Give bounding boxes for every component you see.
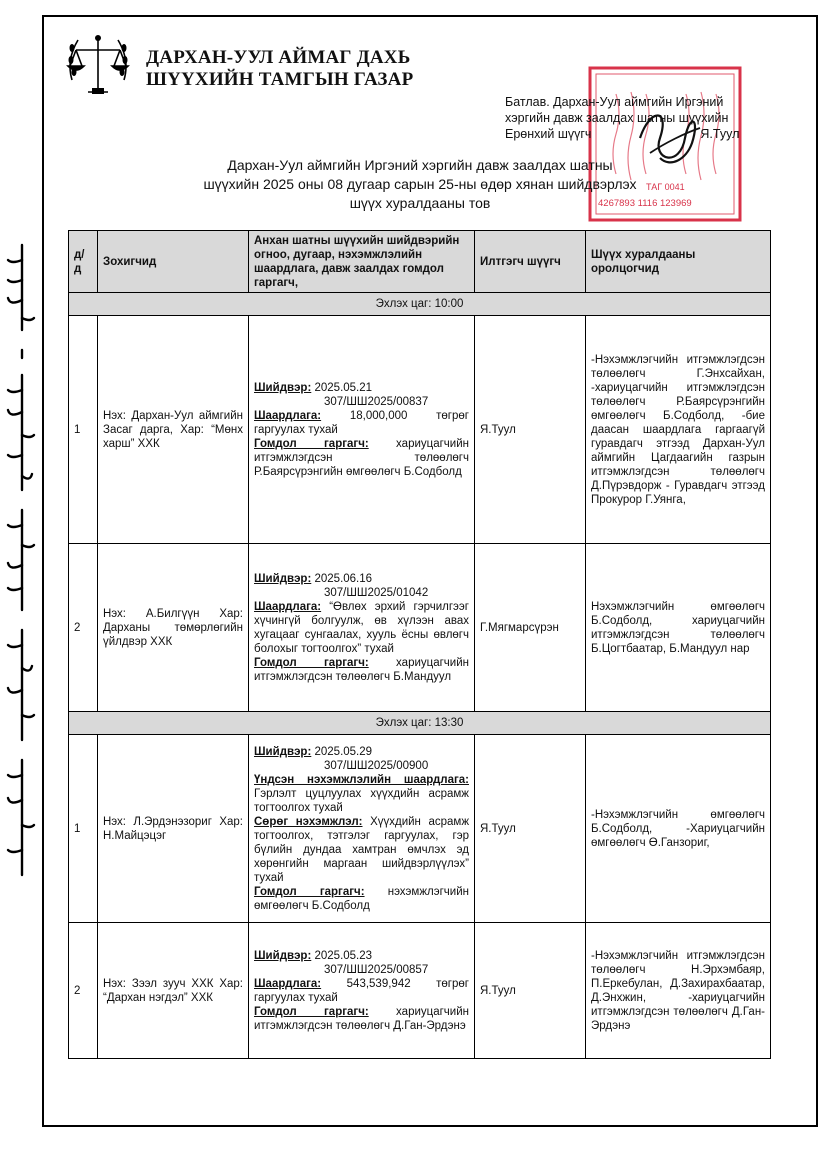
claim-label: Шаардлага: [254, 409, 322, 422]
decision-date: 2025.06.16 [314, 572, 373, 585]
appeal-label: Гомдол гаргагч: [254, 437, 369, 450]
header-parties: Зохигчид [98, 231, 249, 293]
decision-label: Шийдвэр: [254, 949, 312, 962]
title-line1: Дархан-Уул аймгийн Иргэний хэргийн давж заалдах шатны [227, 157, 613, 173]
row-participants: Нэхэмжлэгчийн өмгөөлөгч Б.Содболд, хариуцагчийн итгэмжлэгдсэн төлөөлөгч Б.Цогтбаатар, Б.Мандуул нар [586, 544, 771, 712]
appeal-text: нэхэмжлэгчийн өмгөөлөгч Б.Содболд [254, 885, 469, 912]
decision-date: 2025.05.23 [314, 949, 373, 962]
session-start-time: Эхлэх цаг: 13:30 [69, 712, 771, 735]
row-participants: -Нэхэмжлэгчийн итгэмжлэгдсэн төлөөлөгч Н.Эрхэмбаяр, П.Еркебулан, Д.Захирахбаатар, Д.Энхжин, -хариуцагчийн итгэмжлэгдсэн төлөөлөгч Д.Ган-Эрдэнэ [586, 923, 771, 1059]
decision-number: 307/ШШ2025/00857 [324, 963, 429, 976]
decision-label: Шийдвэр: [254, 572, 312, 585]
row-number: 1 [69, 316, 98, 544]
row-case-details [249, 544, 475, 712]
appeal-text: хариуцагчийн итгэмжлэгдсэн төлөөлөгч Д.Ган-Эрдэнэ [254, 1005, 469, 1032]
table-row [69, 316, 771, 544]
schedule-table [68, 230, 771, 1059]
row-number: 2 [69, 544, 98, 712]
table-row [69, 544, 771, 712]
row-parties: Нэх: Зээл зууч ХХК Хар: “Дархан нэгдэл” ХХК [98, 923, 249, 1059]
appeal-text: хариуцагчийн итгэмжлэгдсэн төлөөлөгч Р.Баярсүрэнгийн өмгөөлөгч Б.Содболд [254, 437, 469, 478]
approval-position: Ерөнхий шүүгч [505, 127, 592, 141]
counter-claim-text: Хүүхдийн асрамж тогтоолгох, тэтгэлэг гаргуулах, гэр бүлийн дундаа хамтран өмчлэх эд хөрөнгийн маргаан шийдвэрлүүлэх” тухай [254, 815, 470, 884]
document-title [130, 156, 710, 213]
row-parties: Нэх: А.Билгүүн Хар: Дарханы төмөрлөгийн үйлдвэр ХХК [98, 544, 249, 712]
decision-number: 307/ШШ2025/00837 [324, 395, 429, 408]
row-judge: Я.Туул [475, 923, 586, 1059]
row-judge: Я.Туул [475, 316, 586, 544]
claim-label: Шаардлага: [254, 977, 322, 990]
decision-label: Шийдвэр: [254, 745, 312, 758]
table-header-row [69, 231, 771, 293]
session-row [69, 712, 771, 735]
table-row [69, 735, 771, 923]
row-participants: -Нэхэмжлэгчийн итгэмжлэгдсэн төлөөлөгч Г.Энхсайхан, -хариуцагчийн итгэмжлэгдсэн төлөөлөгч Р.Баярсүрэнгийн өмгөөлөгч Б.Содболд, -бие даасан шаардлага гаргаагүй гуравдагч этгээд Дархан-Уул аймгийн Цагдаагийн газрын итгэмжлэгдсэн төлөөлөгч Д.Пүрэвдорж - Гуравдагч этгээд Прокурор Г.Уянга, [586, 316, 771, 544]
title-line2: шүүхийн 2025 оны 08 дугаар сарын 25-ны өдөр хянан шийдвэрлэх [203, 176, 637, 192]
row-number: 1 [69, 735, 98, 923]
approval-line3 [505, 126, 739, 142]
main-claim-text: Гэрлэлт цуцлуулах хүүхдийн асрамж тогтоолгох тухай [254, 787, 469, 814]
row-participants: -Нэхэмжлэгчийн өмгөөлөгч Б.Содболд, -Хариуцагчийн өмгөөлөгч Ө.Ганзориг, [586, 735, 771, 923]
vertical-mongolian-script [2, 240, 42, 880]
appeal-text: хариуцагчийн итгэмжлэгдсэн төлөөлөгч Б.Мандуул [254, 656, 469, 683]
claim-text: 543,539,942 төгрөг гаргуулах тухай [254, 977, 469, 1004]
court-name-line2: ШҮҮХИЙН ТАМГЫН ГАЗАР [146, 69, 414, 90]
justice-scales-logo [62, 30, 134, 102]
session-start-time: Эхлэх цаг: 10:00 [69, 293, 771, 316]
appeal-label: Гомдол гаргагч: [254, 656, 369, 669]
court-name-line1: ДАРХАН-УУЛ АЙМАГ ДАХЬ [146, 47, 411, 68]
approval-line1: Батлав. Дархан-Уул аймгийн Иргэний [505, 95, 724, 109]
header-judge: Илтгэгч шүүгч [475, 231, 586, 293]
decision-label: Шийдвэр: [254, 381, 312, 394]
counter-claim-label: Сөрөг нэхэмжлэл: [254, 815, 363, 828]
decision-date: 2025.05.29 [314, 745, 373, 758]
row-number: 2 [69, 923, 98, 1059]
header-participants: Шүүх хуралдааны оролцогчид [586, 231, 771, 293]
row-case-details [249, 316, 475, 544]
claim-text: “Өвлөх эрхий гэрчилгээг хүчингүй болгуулж, өв хүлээн авах хугацааг сунгаалах, хууль ёсны өвлөгч болохыг тогтоолгох” тухай [254, 600, 469, 655]
approval-signer: Я.Туул [700, 127, 740, 141]
row-judge: Г.Мягмарсүрэн [475, 544, 586, 712]
appeal-label: Гомдол гаргагч: [254, 1005, 369, 1018]
decision-date: 2025.05.21 [314, 381, 373, 394]
title-line3: шүүх хуралдааны тов [349, 195, 491, 211]
header-case: Анхан шатны шүүхийн шийдвэрийн огноо, дугаар, нэхэмжлэлийн шаардлага, давж заалдах гомдол гаргагч, [249, 231, 475, 293]
row-case-details [249, 735, 475, 923]
claim-label: Шаардлага: [254, 600, 322, 613]
session-row [69, 293, 771, 316]
claim-text: 18,000,000 төгрөг гаргуулах тухай [254, 409, 469, 436]
stamp-number: 4267893 1116 123969 [598, 198, 692, 209]
row-parties: Нэх: Дархан-Уул аймгийн Засаг дарга, Хар: “Мөнх харш” ХХК [98, 316, 249, 544]
approval-line2: хэргийн давж заалдах шатны шүүхийн [505, 111, 729, 125]
row-judge: Я.Туул [475, 735, 586, 923]
header-no: д/ д [69, 231, 98, 293]
table-row [69, 923, 771, 1059]
court-name [146, 47, 413, 91]
row-case-details [249, 923, 475, 1059]
row-parties: Нэх: Л.Эрдэнэзориг Хар: Н.Майцэцэг [98, 735, 249, 923]
decision-number: 307/ШШ2025/01042 [324, 586, 429, 599]
approval-block [505, 94, 739, 142]
main-claim-label: Үндсэн нэхэмжлэлийн шаардлага: [254, 773, 469, 786]
decision-number: 307/ШШ2025/00900 [324, 759, 429, 772]
stamp-code: ТАГ 0041 [646, 182, 685, 192]
appeal-label: Гомдол гаргагч: [254, 885, 365, 898]
